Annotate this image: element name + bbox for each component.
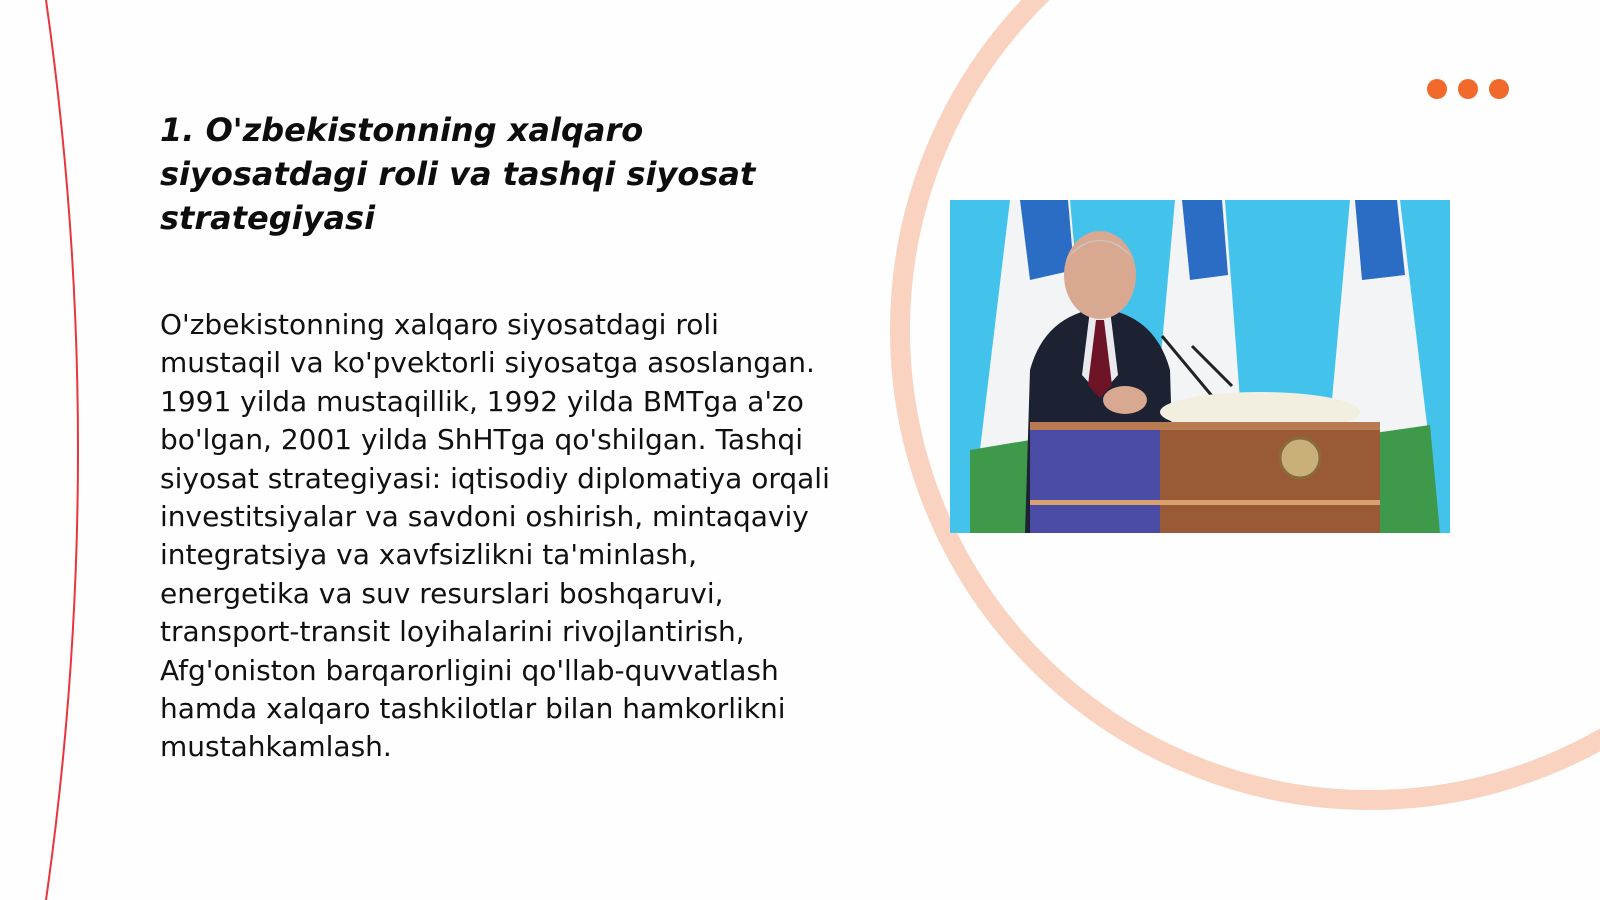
dot-2 xyxy=(1458,79,1478,99)
left-edge-curve xyxy=(46,0,78,900)
slide-title: 1. O'zbekistonning xalqaro siyosatdagi roli va tashqi siyosat strategiyasi xyxy=(160,111,756,237)
dot-1 xyxy=(1427,79,1447,99)
podium xyxy=(1030,422,1380,533)
speaker-photo xyxy=(950,200,1450,533)
more-dots-icon xyxy=(1427,79,1509,99)
slide-body-text: O'zbekistonning xalqaro siyosatdagi roli mustaqil va ko'pvektorli siyosatga asoslangan. 1991 yilda mustaqillik, 1992 yilda BMTga a'zo bo'lgan, 2001 yilda ShHTga qo'shilgan. Tashqi siyosat strategiyasi: iqtisodiy diplomatiya orqali investitsiyalar va savdoni oshirish, mintaqaviy integratsiya va xavfsizlikni ta'minlash, energetika va suv resurslari boshqaruvi, transport-transit loyihalarini rivojlantirish, Afg'oniston barqarorligini qo'llab-quvvatlash hamda xalqaro tashkilotlar bilan hamkorlikni mustahkamlash. xyxy=(160,308,830,764)
dot-3 xyxy=(1489,79,1509,99)
